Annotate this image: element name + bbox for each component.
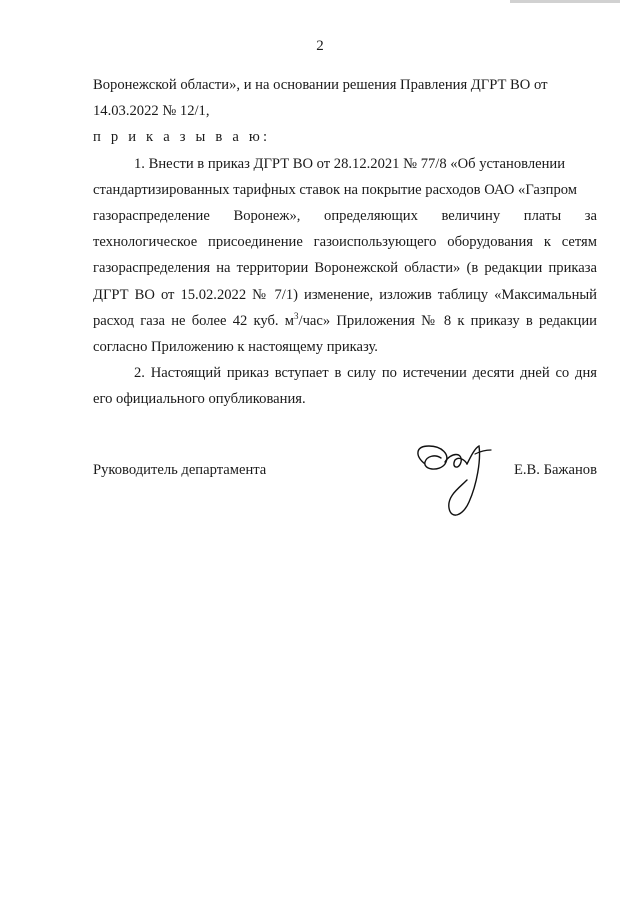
item1-line: стандартизированных тарифных ставок на покрытие расходов ОАО «Газпром <box>93 181 577 198</box>
item1-line: газораспределения на территории Воронежской области» (в редакции приказа <box>93 260 597 277</box>
page-number: 2 <box>316 38 324 54</box>
item1-line <box>93 308 597 334</box>
item1-line: технологическое присоединение газоиспользующего оборудования к сетям <box>93 234 597 251</box>
item2-line: его официального опубликования. <box>93 391 306 408</box>
intro-line: Воронежской области», и на основании решения Правления ДГРТ ВО от <box>93 77 548 93</box>
superscript-3: 3 <box>294 310 299 321</box>
item2-line: 2. Настоящий приказ вступает в силу по истечении десяти дней со дня <box>134 365 597 382</box>
handwritten-signature <box>411 440 501 530</box>
scan-artifact <box>510 0 620 3</box>
item1-line: газораспределение Воронеж», определяющих величину платы за <box>93 208 597 225</box>
item1-line-part: /час» Приложения № 8 к приказу в редакции <box>298 312 597 329</box>
signer-name: Е.В. Бажанов <box>513 462 597 478</box>
item1-line: ДГРТ ВО от 15.02.2022 № 7/1) изменение, изложив таблицу «Максимальный <box>93 286 597 303</box>
signer-position: Руководитель департамента <box>93 462 267 478</box>
item1-line: 1. Внести в приказ ДГРТ ВО от 28.12.2021 № 77/8 «Об установлении <box>134 155 566 172</box>
document-body <box>93 72 597 413</box>
signature-block <box>93 456 597 536</box>
order-word: п р и к а з ы в а ю: <box>93 129 271 146</box>
item1-line: согласно Приложению к настоящему приказу. <box>93 339 378 356</box>
intro-line: 14.03.2022 № 12/1, <box>93 103 210 120</box>
item1-line-part: расход газа не более 42 куб. м <box>93 312 295 329</box>
